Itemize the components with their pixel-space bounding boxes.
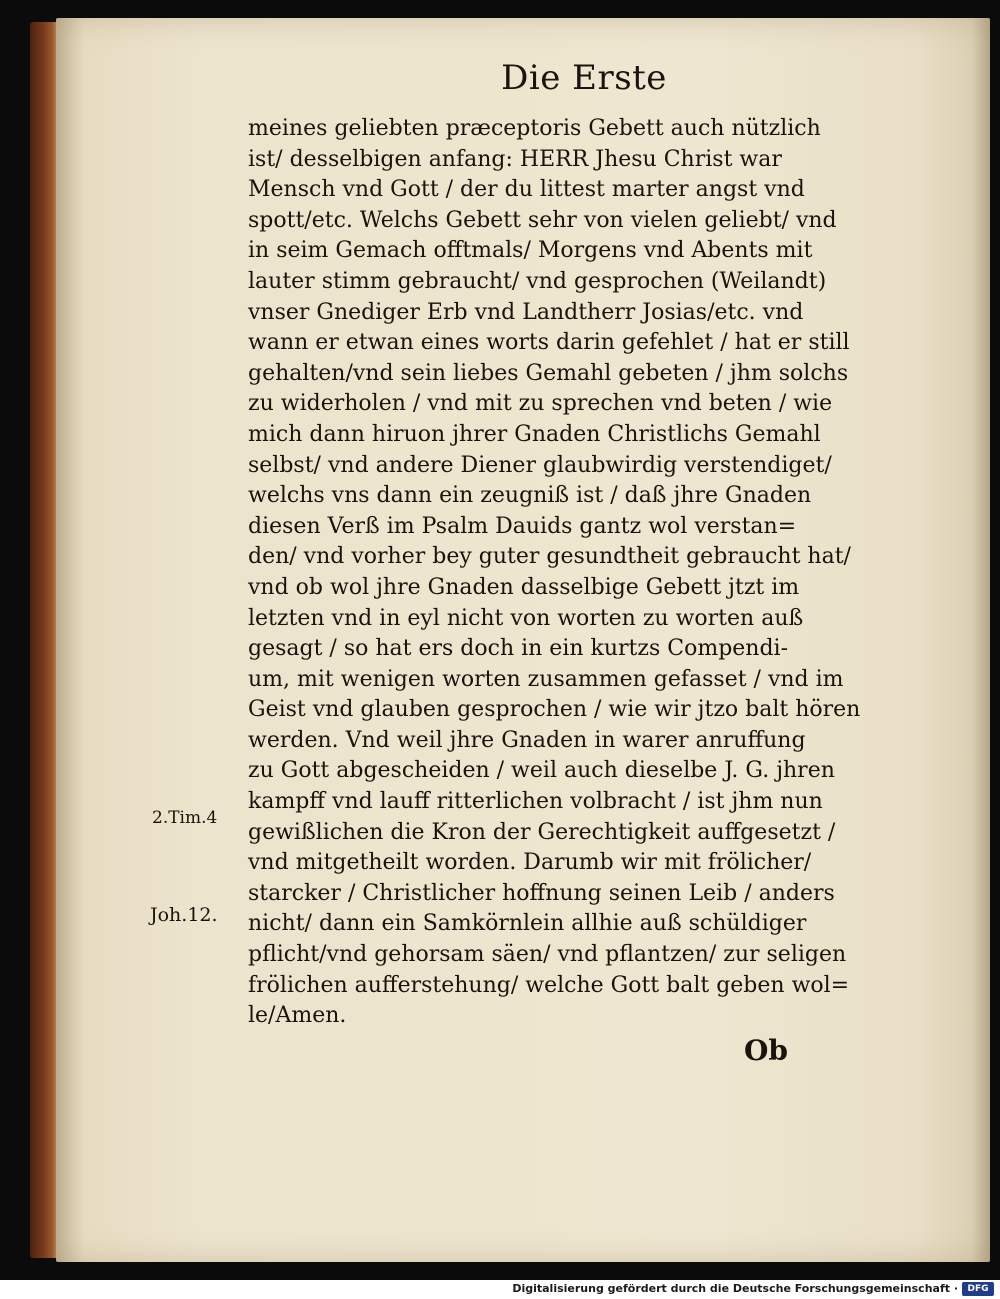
- text-line: selbst/ vnd andere Diener glaubwirdig verstendiget/: [248, 452, 832, 478]
- text-line: ist/ desselbigen anfang: HERR Jhesu Christ war: [248, 146, 782, 172]
- margin-note-john: Joh.12.: [150, 904, 218, 926]
- text-line: kampff vnd lauff ritterlichen volbracht / ist jhm nun: [248, 789, 823, 815]
- dfg-logo: DFG: [962, 1282, 994, 1296]
- text-line: zu Gott abgescheiden / weil auch dieselbe J. G. jhren: [248, 758, 835, 784]
- text-line: vnd ob wol jhre Gnaden dasselbige Gebett jtzt im: [248, 574, 800, 600]
- text-line: Mensch vnd Gott / der du littest marter angst vnd: [248, 177, 805, 203]
- body-text: [248, 114, 860, 1032]
- text-line: meines geliebten præceptoris Gebett auch nützlich: [248, 116, 821, 141]
- text-line: zu widerholen / vnd mit zu sprechen vnd beten / wie: [248, 391, 833, 417]
- text-line: mich dann hiruon jhrer Gnaden Christlichs Gemahl: [248, 421, 821, 447]
- text-line: gewißlichen die Kron der Gerechtigkeit auffgesetzt /: [248, 819, 836, 845]
- text-line: Geist vnd glauben gesprochen / wie wir jtzo balt hören: [248, 697, 861, 723]
- text-line: starcker / Christlicher hoffnung seinen Leib / anders: [248, 880, 835, 906]
- text-line: frölichen aufferstehung/ welche Gott balt geben wol=: [248, 972, 850, 998]
- text-line: wann er etwan eines worts darin gefehlet / hat er still: [248, 330, 850, 356]
- funding-credit: Digitalisierung gefördert durch die Deutsche Forschungsgemeinschaft ·: [512, 1282, 958, 1295]
- page-heading: [0, 58, 1000, 98]
- text-line: nicht/ dann ein Samkörnlein allhie auß schüldiger: [248, 911, 807, 937]
- page-heading-text: Die Erste: [501, 58, 667, 98]
- text-line: pflicht/vnd gehorsam säen/ vnd pflantzen/ zur seligen: [248, 942, 847, 968]
- text-line: diesen Verß im Psalm Dauids gantz wol verstan=: [248, 513, 797, 539]
- text-line: lauter stimm gebraucht/ vnd gesprochen (Weilandt): [248, 268, 827, 294]
- text-line: vnser Gnediger Erb vnd Landtherr Josias/etc. vnd: [248, 299, 804, 325]
- text-line: in seim Gemach offtmals/ Morgens vnd Abents mit: [248, 238, 813, 264]
- catchword: Ob: [744, 1034, 788, 1067]
- text-line: le/Amen.: [248, 1003, 347, 1029]
- text-line: letzten vnd in eyl nicht von worten zu worten auß: [248, 605, 804, 631]
- margin-note-timothy: 2.Tim.4: [152, 808, 218, 828]
- text-line: gehalten/vnd sein liebes Gemahl gebeten / jhm solchs: [248, 360, 849, 386]
- text-line: welchs vns dann ein zeugniß ist / daß jhre Gnaden: [248, 483, 812, 509]
- text-line: gesagt / so hat ers doch in ein kurtzs Compendi-: [248, 636, 789, 662]
- text-line: vnd mitgetheilt worden. Darumb wir mit frölicher/: [248, 850, 812, 876]
- text-line: werden. Vnd weil jhre Gnaden in warer anruffung: [248, 727, 806, 753]
- text-line: den/ vnd vorher bey guter gesundtheit gebraucht hat/: [248, 544, 851, 570]
- page-edge-shadow: [972, 18, 990, 1262]
- footer-bar: [0, 1280, 1000, 1299]
- text-line: spott/etc. Welchs Gebett sehr von vielen geliebt/ vnd: [248, 207, 837, 233]
- text-line: um, mit wenigen worten zusammen gefasset / vnd im: [248, 666, 844, 692]
